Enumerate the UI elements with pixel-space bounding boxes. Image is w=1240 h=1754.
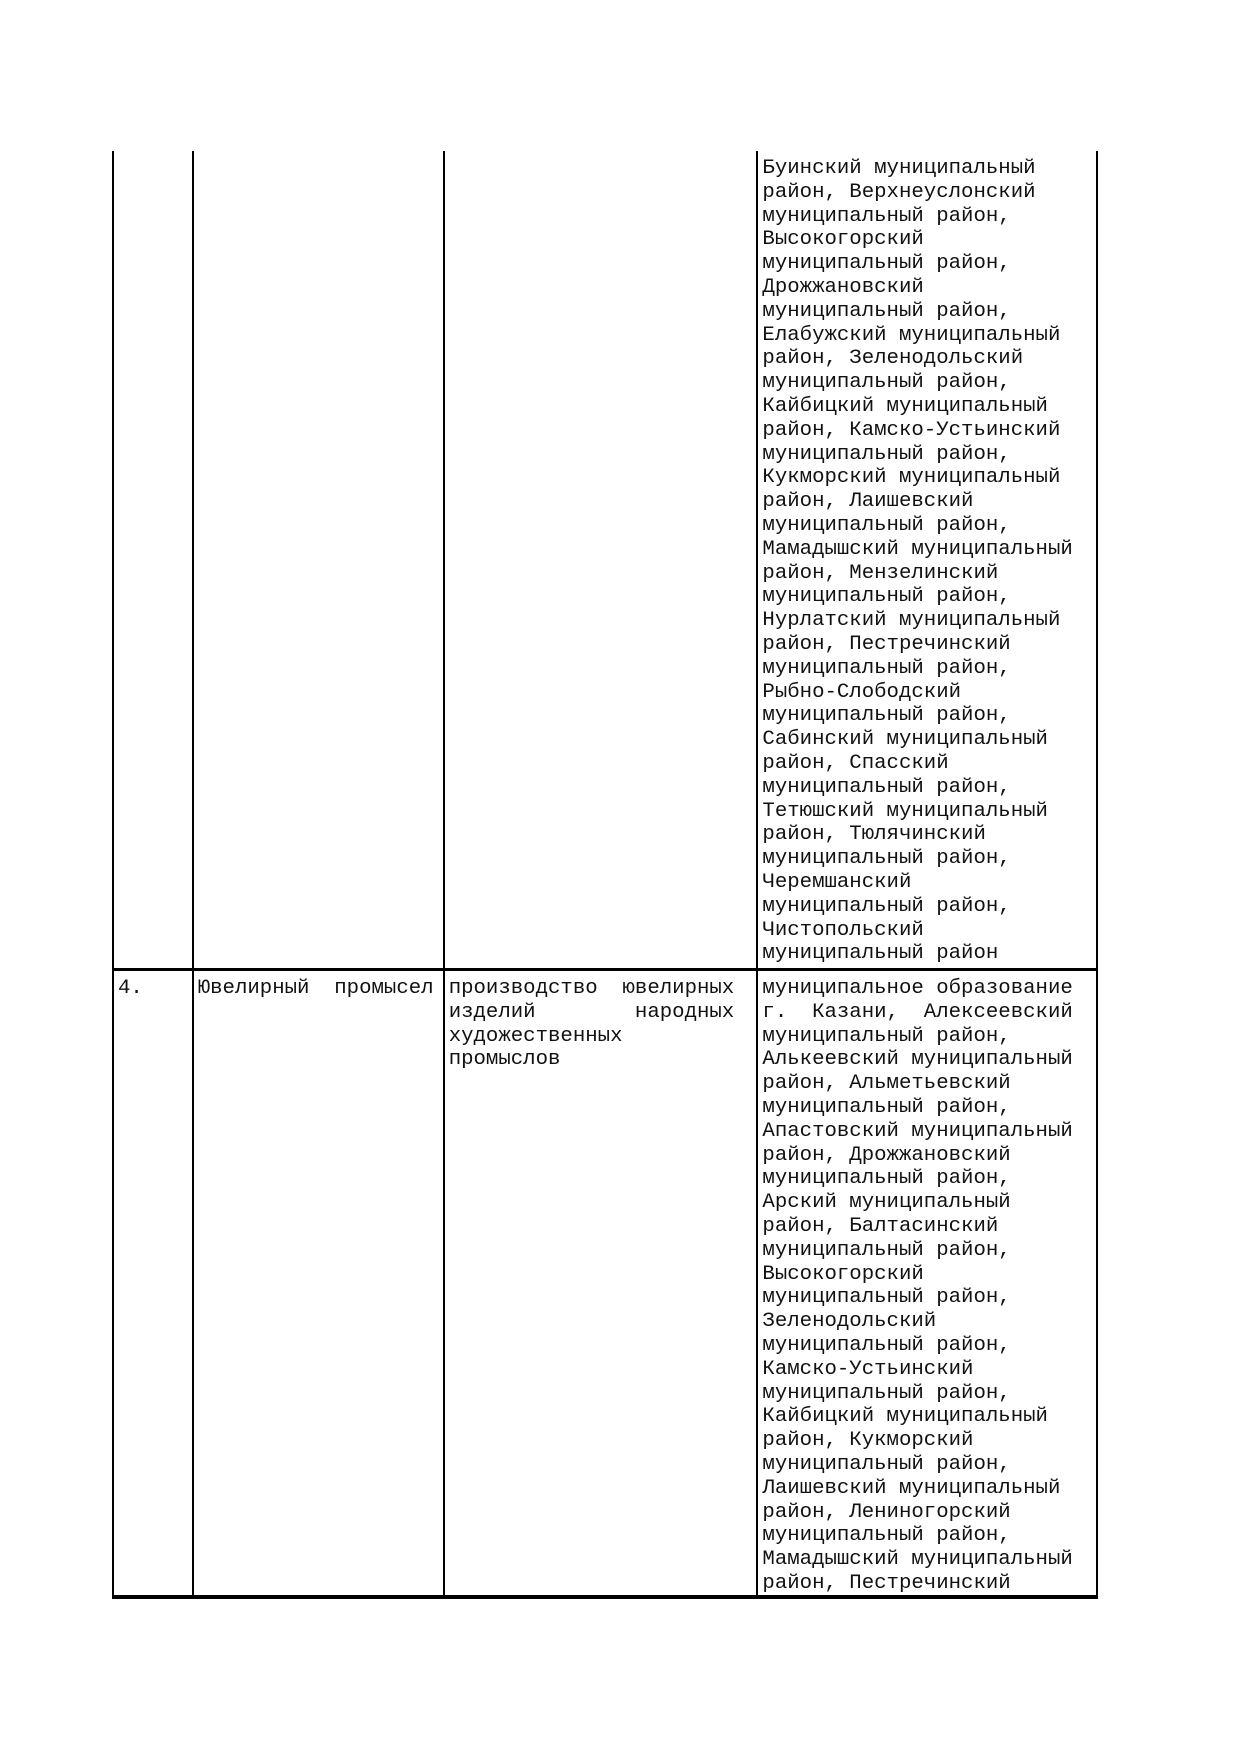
text-line: муниципальный район, bbox=[762, 1167, 1011, 1191]
text-line: Мамадышский муниципальный bbox=[762, 537, 1073, 561]
text-line: Кайбицкий муниципальный bbox=[762, 394, 1048, 418]
text-line: муниципальный район, bbox=[762, 1238, 1011, 1262]
crafts-table bbox=[112, 151, 1098, 1599]
text-line: муниципальное образование bbox=[762, 977, 1073, 1000]
text-line: муниципальный район bbox=[762, 942, 999, 966]
text-line: муниципальный район, bbox=[762, 442, 1011, 466]
text-line: Мамадышский муниципальный bbox=[762, 1548, 1073, 1572]
text-line: Чистопольский bbox=[762, 918, 924, 942]
text-line: район, Лениногорский bbox=[762, 1500, 1011, 1524]
text-line: район, Альметьевский bbox=[762, 1072, 1011, 1096]
text-line: Кукморский муниципальный bbox=[762, 466, 1061, 490]
text-line: муниципальный район, bbox=[762, 847, 1011, 871]
text-line: Камско-Устьинский bbox=[762, 1357, 974, 1381]
text-line: район, Тюлячинский bbox=[762, 823, 986, 847]
text-line: муниципальный район, bbox=[762, 1095, 1011, 1119]
text-line: муниципальный район, bbox=[762, 1333, 1011, 1357]
text-line: муниципальный район, bbox=[762, 775, 1011, 799]
text-line: муниципальный район, bbox=[762, 1286, 1011, 1310]
text-line: Арский муниципальный bbox=[762, 1191, 1011, 1215]
text-line: муниципальный район, bbox=[762, 894, 1011, 918]
table-row-continuation bbox=[114, 151, 1096, 971]
text-line: район, Кукморский bbox=[762, 1429, 974, 1453]
text-line: район, Мензелинский bbox=[762, 561, 999, 585]
text-line: муниципальный район, bbox=[762, 1381, 1011, 1405]
text-line: Кайбицкий муниципальный bbox=[762, 1405, 1048, 1429]
text-line: район, Лаишевский bbox=[762, 490, 974, 514]
text-line: Ювелирный промысел bbox=[197, 977, 434, 1000]
text-line: муниципальный район, bbox=[762, 513, 1011, 537]
text-line: Тетюшский муниципальный bbox=[762, 799, 1048, 823]
territory-cell bbox=[756, 971, 1096, 1595]
text-line: район, Пестречинский bbox=[762, 632, 1011, 656]
text-line: муниципальный район, bbox=[762, 704, 1011, 728]
text-line: муниципальный район, bbox=[762, 299, 1011, 323]
text-line: Алькеевский муниципальный bbox=[762, 1048, 1073, 1072]
text-line: Зеленодольский bbox=[762, 1310, 937, 1334]
row-number-cell: 4. bbox=[118, 977, 143, 1000]
text-line: район, Зеленодольский bbox=[762, 347, 1024, 371]
text-line: изделий народных bbox=[448, 1000, 735, 1024]
text-line: муниципальный район, bbox=[762, 585, 1011, 609]
text-line: г. Казани, Алексеевский bbox=[762, 1000, 1073, 1024]
text-line: Высокогорский bbox=[762, 1262, 924, 1286]
text-line: Высокогорский bbox=[762, 228, 924, 252]
text-line: район, Дрожжановский bbox=[762, 1143, 1011, 1167]
activity-cell bbox=[443, 971, 757, 1595]
territory-cell bbox=[756, 151, 1096, 968]
text-line: Дрожжановский bbox=[762, 275, 924, 299]
craft-name-cell bbox=[192, 971, 443, 1595]
text-line: муниципальный район, bbox=[762, 252, 1011, 276]
text-line: муниципальный район, bbox=[762, 656, 1011, 680]
text-line: Сабинский муниципальный bbox=[762, 728, 1048, 752]
activity-cell bbox=[443, 151, 757, 968]
text-line: муниципальный район, bbox=[762, 1452, 1011, 1476]
text-line: район, Камско-Устьинский bbox=[762, 418, 1061, 442]
text-line: Лаишевский муниципальный bbox=[762, 1476, 1061, 1500]
text-line: муниципальный район, bbox=[762, 1524, 1011, 1548]
craft-name-cell bbox=[192, 151, 443, 968]
text-line: художественных bbox=[448, 1024, 623, 1048]
text-line: Елабужский муниципальный bbox=[762, 323, 1061, 347]
text-line: район, Спасский bbox=[762, 751, 949, 775]
text-line: промыслов bbox=[448, 1048, 561, 1072]
text-line: производство ювелирных bbox=[448, 977, 735, 1000]
text-line: Буинский муниципальный bbox=[762, 157, 1036, 180]
text-line: район, Балтасинский bbox=[762, 1214, 999, 1238]
text-line: район, Верхнеуслонский bbox=[762, 180, 1036, 204]
text-line: район, Пестречинский bbox=[762, 1571, 1011, 1595]
text-line: муниципальный район, bbox=[762, 371, 1011, 395]
row-number-cell bbox=[114, 151, 192, 968]
text-line: муниципальный район, bbox=[762, 204, 1011, 228]
text-line: Нурлатский муниципальный bbox=[762, 609, 1061, 633]
text-line: Черемшанский bbox=[762, 870, 912, 894]
text-line: муниципальный район, bbox=[762, 1024, 1011, 1048]
table-row bbox=[114, 971, 1096, 1595]
text-line: Рыбно-Слободский bbox=[762, 680, 962, 704]
text-line: Апастовский муниципальный bbox=[762, 1119, 1073, 1143]
